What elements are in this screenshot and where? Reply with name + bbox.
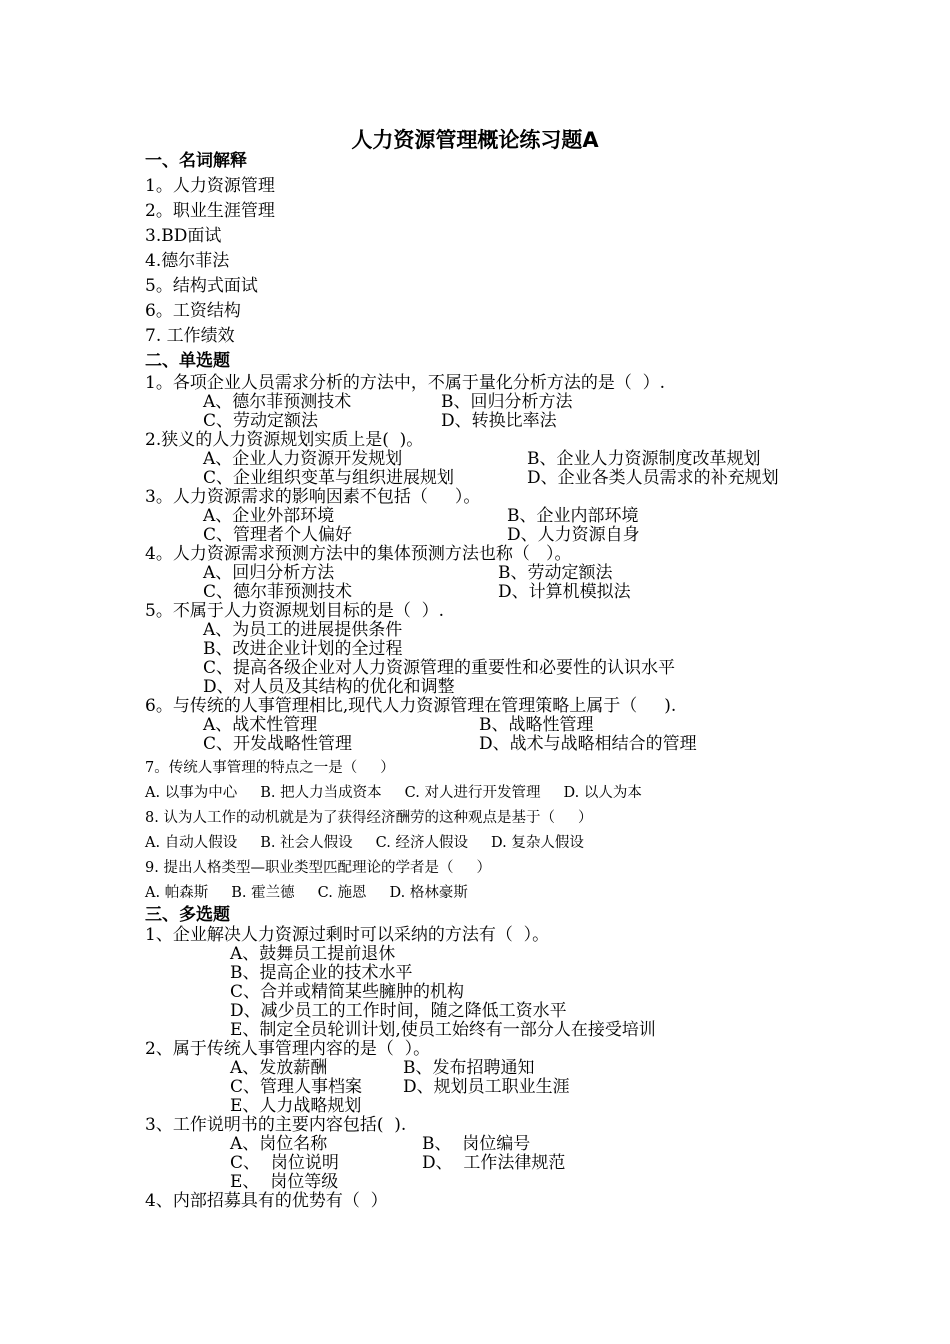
option-a: A、鼓舞员工提前退休 <box>230 944 396 964</box>
question-text: 4、内部招募具有的优势有（ ） <box>145 1191 388 1211</box>
option-e: E、 岗位等级 <box>230 1172 339 1192</box>
option-b: B、劳动定额法 <box>498 563 613 583</box>
option-b: B、提高企业的技术水平 <box>230 963 413 983</box>
option-c: C、 岗位说明 <box>230 1153 339 1173</box>
option-c: C、合并或精简某些臃肿的机构 <box>230 982 465 1002</box>
glossary-item: 5。结构式面试 <box>145 276 258 296</box>
option-c: C、企业组织变革与组织进展规划 <box>203 468 455 488</box>
glossary-item: 4.德尔菲法 <box>145 251 230 271</box>
section-heading-glossary: 一、名词解释 <box>145 151 247 171</box>
glossary-item: 6。工资结构 <box>145 301 241 321</box>
question-text: 4。人力资源需求预测方法中的集体预测方法也称（ ）。 <box>145 544 572 564</box>
question-options: A. 帕森斯 B. 霍兰德 C. 施恩 D. 格林豪斯 <box>145 885 468 901</box>
option-a: A、企业外部环境 <box>203 506 335 526</box>
option-d: D、计算机模拟法 <box>498 582 631 602</box>
option-b: B、回归分析方法 <box>441 392 573 412</box>
question-options: A. 自动人假设 B. 社会人假设 C. 经济人假设 D. 复杂人假设 <box>145 835 584 851</box>
option-b: B、企业内部环境 <box>507 506 639 526</box>
glossary-item: 3.BD面试 <box>145 226 222 246</box>
option-a: A、战术性管理 <box>203 715 318 735</box>
option-b: B、企业人力资源制度改革规划 <box>527 449 761 469</box>
glossary-item: 1。人力资源管理 <box>145 176 275 196</box>
option-d: D、对人员及其结构的优化和调整 <box>203 677 455 697</box>
section-heading-multiple-choice: 三、多选题 <box>145 905 230 925</box>
option-c: C、劳动定额法 <box>203 411 319 431</box>
question-text: 7。传统人事管理的特点之一是（ ） <box>145 760 395 776</box>
question-text: 8. 认为人工作的动机就是为了获得经济酬劳的这种观点是基于（ ） <box>145 810 593 826</box>
question-text: 2.狭义的人力资源规划实质上是( )。 <box>145 430 424 450</box>
option-d: D、规划员工职业生涯 <box>403 1077 570 1097</box>
option-b: B、战略性管理 <box>479 715 594 735</box>
question-text: 3、工作说明书的主要内容包括( ). <box>145 1115 407 1135</box>
option-d: D、转换比率法 <box>441 411 557 431</box>
question-options: A. 以事为中心 B. 把人力当成资本 C. 对人进行开发管理 D. 以人为本 <box>145 785 642 801</box>
option-c: C、德尔菲预测技术 <box>203 582 353 602</box>
option-d: D、减少员工的工作时间，随之降低工资水平 <box>230 1001 567 1021</box>
option-e: E、人力战略规划 <box>230 1096 362 1116</box>
section-heading-single-choice: 二、单选题 <box>145 351 230 371</box>
option-a: A、企业人力资源开发规划 <box>203 449 403 469</box>
question-text: 6。与传统的人事管理相比,现代人力资源管理在管理策略上属于（ ). <box>145 696 677 716</box>
option-a: A、为员工的进展提供条件 <box>203 620 403 640</box>
option-d: D、企业各类人员需求的补充规划 <box>527 468 779 488</box>
page-title: 人力资源管理概论练习题A <box>351 128 599 152</box>
option-c: C、提高各级企业对人力资源管理的重要性和必要性的认识水平 <box>203 658 676 678</box>
option-d: D、战术与战略相结合的管理 <box>479 734 697 754</box>
option-c: C、管理者个人偏好 <box>203 525 353 545</box>
option-e: E、制定全员轮训计划,使员工始终有一部分人在接受培训 <box>230 1020 656 1040</box>
option-b: B、发布招聘通知 <box>403 1058 535 1078</box>
question-text: 9. 提出人格类型—职业类型匹配理论的学者是（ ） <box>145 860 491 876</box>
option-b: B、改进企业计划的全过程 <box>203 639 403 659</box>
glossary-item: 7. 工作绩效 <box>145 326 235 346</box>
question-text: 3。人力资源需求的影响因素不包括（ ）。 <box>145 487 481 507</box>
option-b: B、 岗位编号 <box>422 1134 531 1154</box>
option-a: A、德尔菲预测技术 <box>203 392 352 412</box>
option-c: C、开发战略性管理 <box>203 734 353 754</box>
option-a: A、回归分析方法 <box>203 563 335 583</box>
option-d: D、人力资源自身 <box>507 525 640 545</box>
question-text: 5。不属于人力资源规划目标的是（ ）. <box>145 601 445 621</box>
question-text: 2、属于传统人事管理内容的是（ ）。 <box>145 1039 431 1059</box>
option-d: D、 工作法律规范 <box>422 1153 566 1173</box>
option-a: A、岗位名称 <box>230 1134 328 1154</box>
glossary-item: 2。职业生涯管理 <box>145 201 275 221</box>
question-text: 1。各项企业人员需求分析的方法中，不属于量化分析方法的是（ ）. <box>145 373 666 393</box>
option-a: A、发放薪酬 <box>230 1058 328 1078</box>
question-text: 1、企业解决人力资源过剩时可以采纳的方法有（ ）。 <box>145 925 550 945</box>
option-c: C、管理人事档案 <box>230 1077 363 1097</box>
